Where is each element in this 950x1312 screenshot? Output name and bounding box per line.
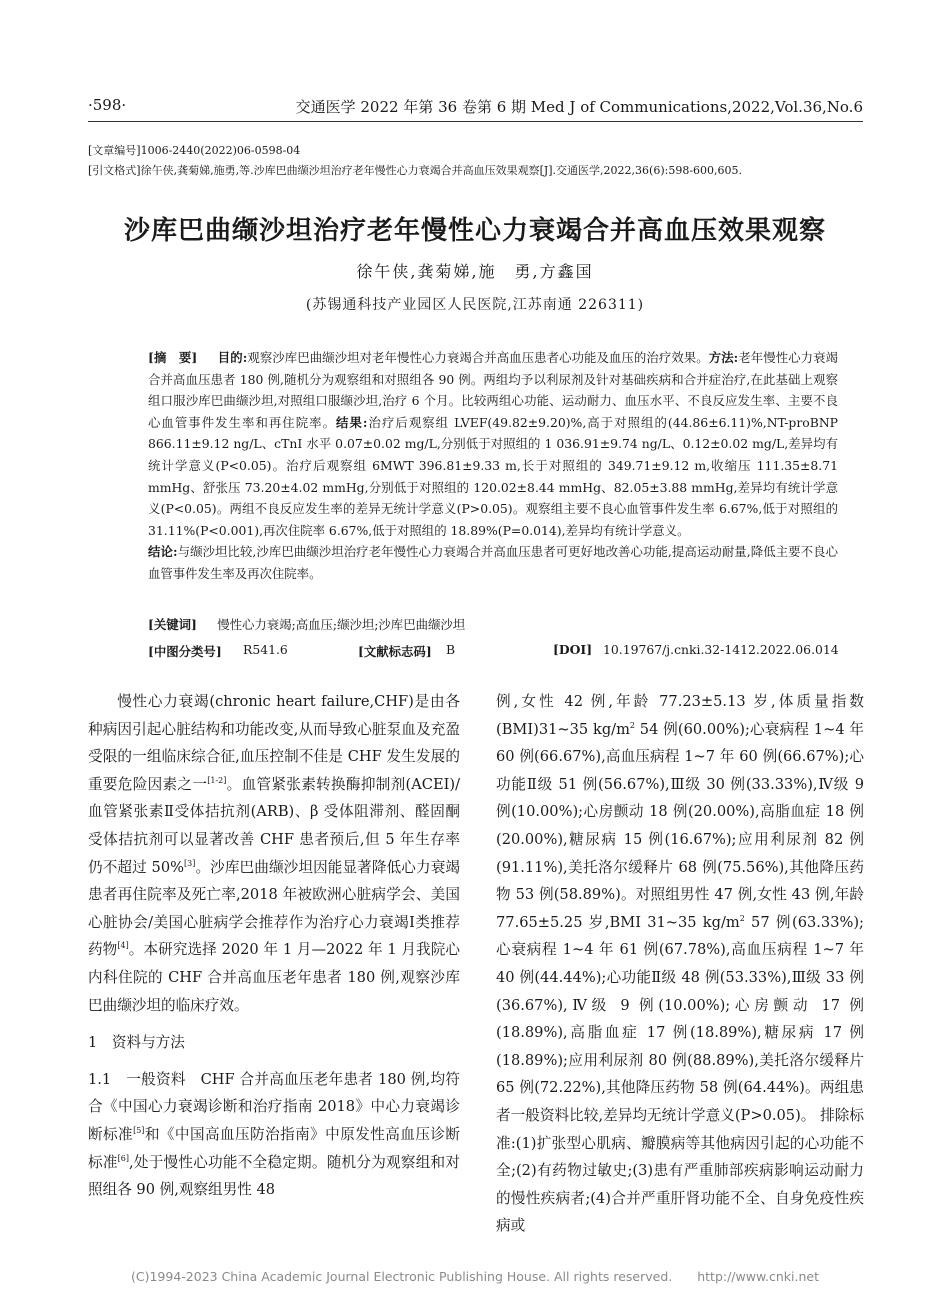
- left-column: [88, 688, 460, 1204]
- results-label: 结果:: [336, 414, 368, 430]
- ref-6: [6]: [117, 1153, 130, 1163]
- doi-value: 10.19767/j.cnki.32-1412.2022.06.014: [603, 642, 839, 657]
- superscript-2b: 2: [739, 913, 745, 923]
- objective-label: 目的:: [217, 350, 248, 365]
- intro-paragraph: [88, 688, 460, 1019]
- clc-value: R541.6: [243, 642, 288, 657]
- doc-code-value: B: [446, 642, 456, 657]
- doc-code-label: [文献标志码]: [358, 644, 432, 659]
- general-data-paragraph: [88, 1066, 460, 1204]
- clc-label: [中图分类号]: [148, 644, 222, 659]
- citation-format: [引文格式]徐午侠,龚菊娣,施勇,等.沙库巴曲缬沙坦治疗老年慢性心力衰竭合并高血压效果观察[J].交通医学,2022,36(6):598-600,605.: [88, 164, 743, 177]
- paper-title: 沙库巴曲缬沙坦治疗老年慢性心力衰竭合并高血压效果观察: [123, 216, 826, 246]
- author-list: 徐午侠,龚菊娣,施 勇,方鑫国: [356, 262, 594, 281]
- general-data-text-b: 和《中国高血压防治指南》中原发性高血压诊断标准: [88, 1125, 460, 1171]
- affiliation: (苏锡通科技产业园区人民医院,江苏南通 226311): [305, 297, 645, 313]
- doi-label: [DOI]: [553, 642, 593, 657]
- right-text-3: 57 例(63.33%);心衰病程 1~4 年 61 例(67.78%),高血压病程 1~7 年40 例(44.44%);心功能Ⅱ级 48 例(53.33%),Ⅲ级 33 例(36.67%),Ⅳ级 9 例(10.00%);心房颤动 17 例(18.89%),高脂血症 17 例(18.89%),糖尿病 17 例(18.89%);应用利尿剂 80 例(88.89%),美托洛尔缓释片 65 例(72.22%),其他降压药物 58 例(64.44%)。两组患者一般资料比较,差异均无统计学意义(P>0.05)。 排除标准:(1)扩张型心肌病、瓣膜病等其他病因引起的心功能不全;(2)有药物过敏史;(3)患有严重肺部疾病影响运动耐力的慢性疾病者;(4)合并严重肝肾功能不全、自身免疫性疾病或: [496, 913, 864, 1235]
- intro-text-2: 。血管紧张素转换酶抑制剂(ACEI)/血管紧张素Ⅱ受体拮抗剂(ARB)、β 受体阻滞剂、醛固酮受体拮抗剂可以显著改善 CHF 患者预后,但 5 年生存率仍不超过 50%: [88, 775, 460, 876]
- keywords-label: [关键词]: [148, 617, 197, 632]
- keywords-text: 慢性心力衰竭;高血压;缬沙坦;沙库巴曲缬沙坦: [217, 617, 466, 632]
- general-data-text-c: ,处于慢性心功能不全稳定期。随机分为观察组和对照组各 90 例,观察组男性 48: [88, 1153, 460, 1199]
- conclusion-text: 与缬沙坦比较,沙库巴曲缬沙坦治疗老年慢性心力衰竭合并高血压患者可更好地改善心功能,提高运动耐量,降低主要不良心血管事件发生率及再次住院率。: [148, 544, 838, 581]
- ref-1-2: [1-2]: [207, 775, 227, 785]
- ref-5: [5]: [133, 1126, 145, 1136]
- header-rule: [88, 121, 863, 122]
- right-column-paragraph: [496, 688, 864, 1240]
- right-column: [496, 688, 864, 1240]
- right-text-2: 54 例(60.00%);心衰病程 1~4 年 60 例(66.67%),高血压病程 1~7 年 60 例(66.67%);心功能Ⅱ级 51 例(56.67%),Ⅲ级 30 例(33.33%),Ⅳ级 9 例(10.00%);心房颤动 18 例(20.00%),高脂血症 18 例(20.00%),糖尿病 15 例(16.67%);应用利尿剂 82 例(91.11%),美托洛尔缓释片 68 例(75.56%),其他降压药物 53 例(58.89%)。对照组男性 47 例,女性 43 例,年龄 77.65±5.25 岁,BMI 31~35 kg/m: [496, 720, 864, 931]
- classification-row: [148, 642, 838, 660]
- running-header: [88, 92, 863, 122]
- page-number: ·598·: [88, 96, 127, 114]
- journal-info: 交通医学 2022 年第 36 卷第 6 期 Med J of Communications,2022,Vol.36,No.6: [295, 98, 863, 116]
- ref-3: [3]: [184, 858, 196, 868]
- keywords: [148, 615, 838, 633]
- methods-label: 方法:: [708, 350, 739, 365]
- abstract-label: [摘 要]: [148, 350, 198, 365]
- intro-text-1: 慢性心力衰竭(chronic heart failure,CHF)是由各种病因引起心脏结构和功能改变,从而导致心脏泵血及充盈受限的一组临床综合征,血压控制不佳是 CHF 发生发展的重要危险因素之一: [88, 693, 460, 793]
- article-number: [文章编号]1006-2440(2022)06-0598-04: [88, 144, 301, 157]
- objective-text: 观察沙库巴曲缬沙坦对老年慢性心力衰竭合并高血压患者心功能及血压的治疗效果。: [247, 350, 709, 365]
- general-data-text-a: CHF 合并高血压老年患者 180 例,均符合《中国心力衰竭诊断和治疗指南 2018》中心力衰竭诊断标准: [88, 1070, 460, 1143]
- conclusion-label: 结论:: [148, 544, 178, 560]
- right-text-1: 例,女性 42 例,年龄 77.23±5.13 岁,体质量指数(BMI)31~35 kg/m: [496, 693, 864, 738]
- superscript-2a: 2: [629, 720, 636, 730]
- intro-text-3: 。沙库巴曲缬沙坦因能显著降低心力衰竭患者再住院率及死亡率,2018 年被欧洲心脏病学会、美国心脏协会/美国心脏病学会推荐作为治疗心力衰竭Ⅰ类推荐药物: [88, 858, 460, 959]
- copyright-footer: (C)1994-2023 China Academic Journal Electronic Publishing House. All rights reserved. http://www.cnki.net: [130, 1269, 820, 1284]
- abstract: [148, 347, 838, 585]
- methods-text: 老年慢性心力衰竭合并高血压患者 180 例,随机分为观察组和对照组各 90 例。两组均予以利尿剂及针对基础疾病和合并症治疗,在此基础上观察组口服沙库巴曲缬沙坦,对照组口服缬沙坦,治疗 6 个月。比较两组心功能、运动耐力、血压水平、不良反应发生率、主要不良心血管事件发生率和再住院率。: [148, 350, 839, 430]
- subsection-heading-1-1: 1.1 一般资料: [88, 1070, 186, 1088]
- section-heading-1: 1 资料与方法: [88, 1034, 185, 1052]
- results-text: 治疗后观察组 LVEF(49.82±9.20)%,高于对照组的(44.86±6.11)%,NT-proBNP 866.11±9.12 ng/L、cTnI 水平 0.07±0.02 mg/L,分别低于对照组的 1 036.91±9.74 ng/L、0.12±0.02 mg/L,差异均有统计学意义(P<0.05)。治疗后观察组 6MWT 396.81±9.33 m,长于对照组的 349.71±9.12 m,收缩压 111.35±8.71 mmHg、舒张压 73.20±4.02 mmHg,分别低于对照组的 120.02±8.44 mmHg、82.05±3.88 mmHg,差异均有统计学意义(P<0.05)。两组不良反应发生率的差异无统计学意义(P>0.05)。观察组主要不良心血管事件发生率 6.67%,低于对照组的 31.11%(P<0.001),再次住院率 6.67%,低于对照组的 18.89%(P=0.014),差异均有统计学意义。: [148, 414, 839, 538]
- ref-4: [4]: [117, 941, 129, 951]
- intro-text-4: 。本研究选择 2020 年 1 月—2022 年 1 月我院心内科住院的 CHF 合并高血压老年患者 180 例,观察沙库巴曲缬沙坦的临床疗效。: [88, 941, 460, 1014]
